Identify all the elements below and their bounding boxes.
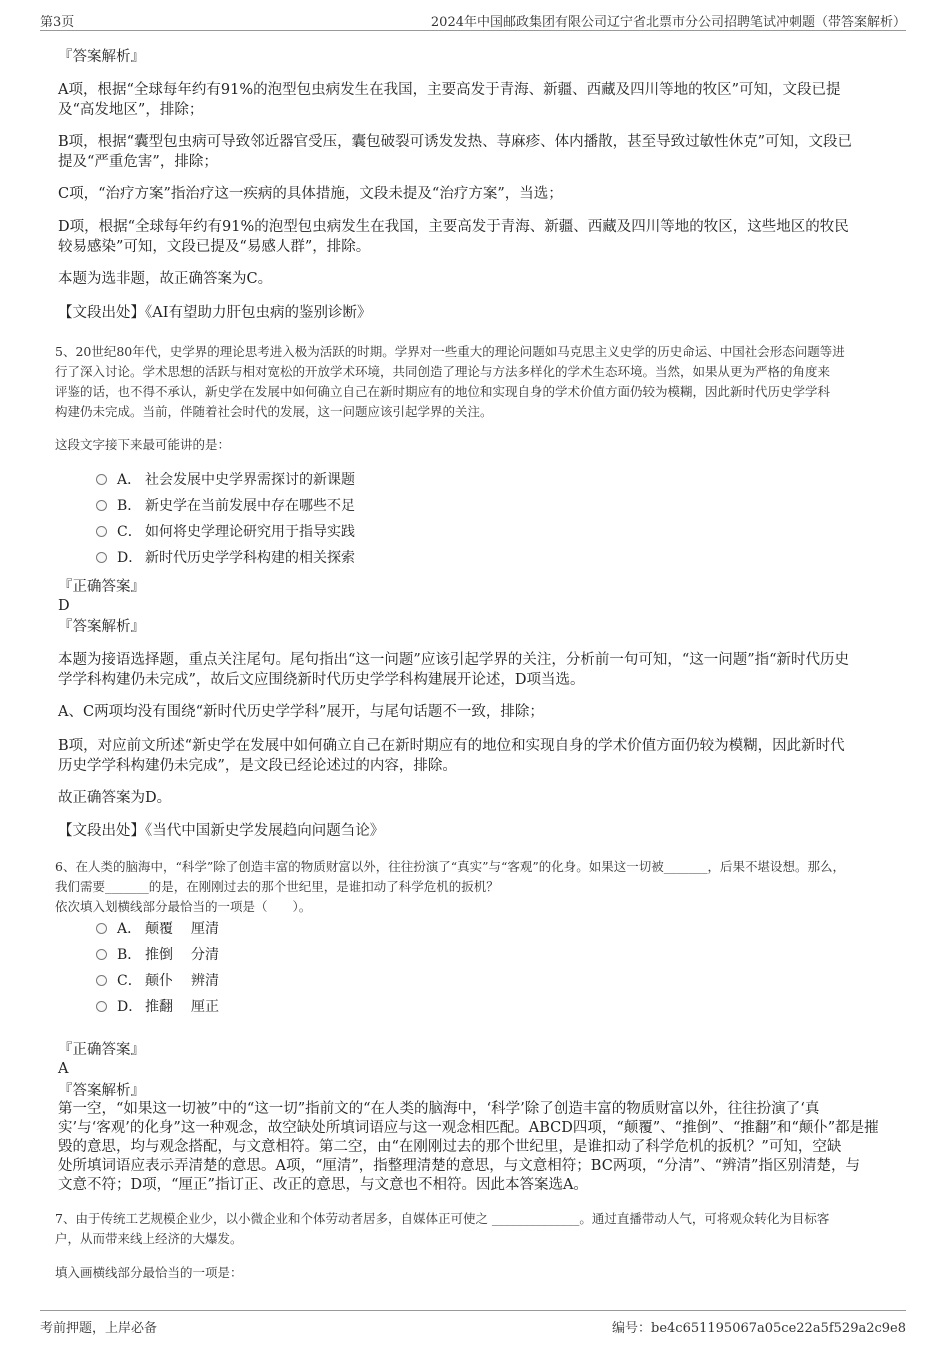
q6-analysis-line: 毁的意思，均与观念搭配，与文意相符。第二空，由“在刚刚过去的那个世纪里，是谁扣动了科学危机的扳机？”可知，空缺 xyxy=(58,1139,842,1155)
footer-slogan: 考前押题，上岸必备 xyxy=(40,1321,158,1336)
q5-analysis-line: 本题为接语选择题，重点关注尾句。尾句指出“这一问题”应该引起学界的关注，分析前一句可知，“这一问题”指“新时代历史 xyxy=(58,652,850,668)
q6-analysis-line: 处所填词语应表示弄清楚的意思。A项，“厘清”，指整理清楚的意思，与文意相符；BC两项，“分清”、“辨清”指区别清楚，与 xyxy=(58,1158,860,1174)
q6-analysis-line: 文意不符；D项，“厘正”指订正、改正的意思，与文意也不相符。因此本答案选A。 xyxy=(58,1177,588,1193)
q4-analysis-line: 较易感染”可知，文段已提及“易感人群”，排除。 xyxy=(58,239,371,255)
q6-option-c[interactable]: C． 颠仆 辨清 xyxy=(96,969,219,993)
q6-stem-line: 6、在人类的脑海中，“科学”除了创造丰富的物质财富以外，往往扮演了“真实”与“客观”的化身。如果这一切被_______，后果不堪设想。那么， xyxy=(55,859,846,874)
q6-option-b[interactable]: B． 推倒 分清 xyxy=(96,943,219,967)
q7-question: 填入画横线部分最恰当的一项是： xyxy=(55,1265,243,1280)
q6-option-d[interactable]: D． 推翻 厘正 xyxy=(96,995,219,1019)
page-number: 第3页 xyxy=(40,15,75,30)
radio-button[interactable] xyxy=(96,552,107,563)
radio-button[interactable] xyxy=(96,923,107,934)
q5-option-a[interactable]: A． 社会发展中史学界需探讨的新课题 xyxy=(96,468,355,492)
page-footer xyxy=(40,1310,906,1336)
q5-stem-line: 评鉴的话，也不得不承认，新史学在发展中如何确立自己在新时期应有的地位和实现自身的学术价值方面仍较为模糊，因此新时代历史学学科 xyxy=(55,384,831,399)
q5-source: 【文段出处】《当代中国新史学发展趋向问题刍论》 xyxy=(58,823,385,839)
q6-answer: A xyxy=(58,1061,69,1077)
q4-analysis-line: D项，根据“全球每年约有91%的泡型包虫病发生在我国，主要高发于青海、新疆、西藏及四川等地的牧区，这些地区的牧民 xyxy=(58,219,849,235)
q5-analysis-line: B项，对应前文所述“新史学在发展中如何确立自己在新时期应有的地位和实现自身的学术价值方面仍较为模糊，因此新时代 xyxy=(58,738,845,754)
q5-option-c[interactable]: C． 如何将史学理论研究用于指导实践 xyxy=(96,520,355,544)
q6-stem-line: 我们需要_______的是，在刚刚过去的那个世纪里，是谁扣动了科学危机的扳机？ xyxy=(55,879,499,894)
q5-stem-line: 构建仍未完成。当前，伴随着社会时代的发展，这一问题应该引起学界的关注。 xyxy=(55,404,493,419)
q4-analysis-line: C项，“治疗方案”指治疗这一疾病的具体措施，文段未提及“治疗方案”，当选； xyxy=(58,186,563,202)
q6-analysis-line: 第一空，“如果这一切被”中的“这一切”指前文的“在人类的脑海中，‘科学’除了创造丰富的物质财富以外，往往扮演了‘真 xyxy=(58,1101,820,1117)
q5-analysis-line: 历史学学科构建仍未完成”，是文段已经论述过的内容，排除。 xyxy=(58,758,457,774)
radio-button[interactable] xyxy=(96,975,107,986)
q5-analysis-line: A、C两项均没有围绕“新时代历史学学科”展开，与尾句话题不一致，排除； xyxy=(58,704,544,720)
q6-option-a[interactable]: A． 颠覆 厘清 xyxy=(96,917,219,941)
q5-stem-line: 5、20世纪80年代，史学界的理论思考进入极为活跃的时期。学界对一些重大的理论问题如马克思主义史学的历史命运、中国社会形态问题等进 xyxy=(55,344,845,359)
q5-question: 这段文字接下来最可能讲的是： xyxy=(55,437,231,452)
q7-stem-line: 户，从而带来线上经济的大爆发。 xyxy=(55,1231,243,1246)
radio-button[interactable] xyxy=(96,949,107,960)
radio-button[interactable] xyxy=(96,1001,107,1012)
q5-analysis-line: 学学科构建仍未完成”，故后文应围绕新时代历史学学科构建展开论述，D项当选。 xyxy=(58,672,585,688)
q4-analysis-line: A项，根据“全球每年约有91%的泡型包虫病发生在我国，主要高发于青海、新疆、西藏及四川等地的牧区”可知，文段已提 xyxy=(58,82,841,98)
q7-stem-line: 7、由于传统工艺规模企业少，以小微企业和个体劳动者居多，自媒体正可使之 ______________。通过直播带动人气，可将观众转化为目标客 xyxy=(55,1211,830,1226)
q4-source: 【文段出处】《AI有望助力肝包虫病的鉴别诊断》 xyxy=(58,305,372,321)
document-id: 编号：be4c651195067a05ce22a5f529a2c9e8 xyxy=(612,1321,906,1336)
q5-analysis-label: 『答案解析』 xyxy=(58,619,145,635)
q5-option-d[interactable]: D． 新时代历史学学科构建的相关探索 xyxy=(96,546,355,570)
q4-conclusion: 本题为选非题，故正确答案为C。 xyxy=(58,271,273,287)
q5-conclusion: 故正确答案为D。 xyxy=(58,790,172,806)
q4-analysis-line: 提及“严重危害”，排除； xyxy=(58,154,218,170)
q6-question: 依次填入划横线部分最恰当的一项是（ ）。 xyxy=(55,899,312,914)
q5-answer-label: 『正确答案』 xyxy=(58,579,145,595)
q5-option-b[interactable]: B． 新史学在当前发展中存在哪些不足 xyxy=(96,494,355,518)
q4-analysis-line: B项，根据“囊型包虫病可导致邻近器官受压，囊包破裂可诱发发热、荨麻疹、体内播散，甚至导致过敏性休克”可知，文段已 xyxy=(58,134,852,150)
q4-analysis-label: 『答案解析』 xyxy=(58,49,145,65)
q5-stem-line: 行了深入讨论。学术思想的活跃与相对宽松的开放学术环境，共同创造了理论与方法多样化的学术生态环境。当然，如果从更为严格的角度来 xyxy=(55,364,831,379)
q6-analysis-line: 实’与‘客观’的化身”这一种观念，故空缺处所填词语应与这一观念相匹配。ABCD四项，“颠覆”、“推倒”、“推翻”和“颠仆”都是摧 xyxy=(58,1120,879,1136)
radio-button[interactable] xyxy=(96,526,107,537)
radio-button[interactable] xyxy=(96,474,107,485)
radio-button[interactable] xyxy=(96,500,107,511)
q6-analysis-label: 『答案解析』 xyxy=(58,1083,145,1099)
document-title: 2024年中国邮政集团有限公司辽宁省北票市分公司招聘笔试冲刺题（带答案解析） xyxy=(430,15,906,30)
q5-answer: D xyxy=(58,598,70,614)
q6-answer-label: 『正确答案』 xyxy=(58,1042,145,1058)
page-header xyxy=(40,10,906,31)
q4-analysis-line: 及“高发地区”，排除； xyxy=(58,102,204,118)
